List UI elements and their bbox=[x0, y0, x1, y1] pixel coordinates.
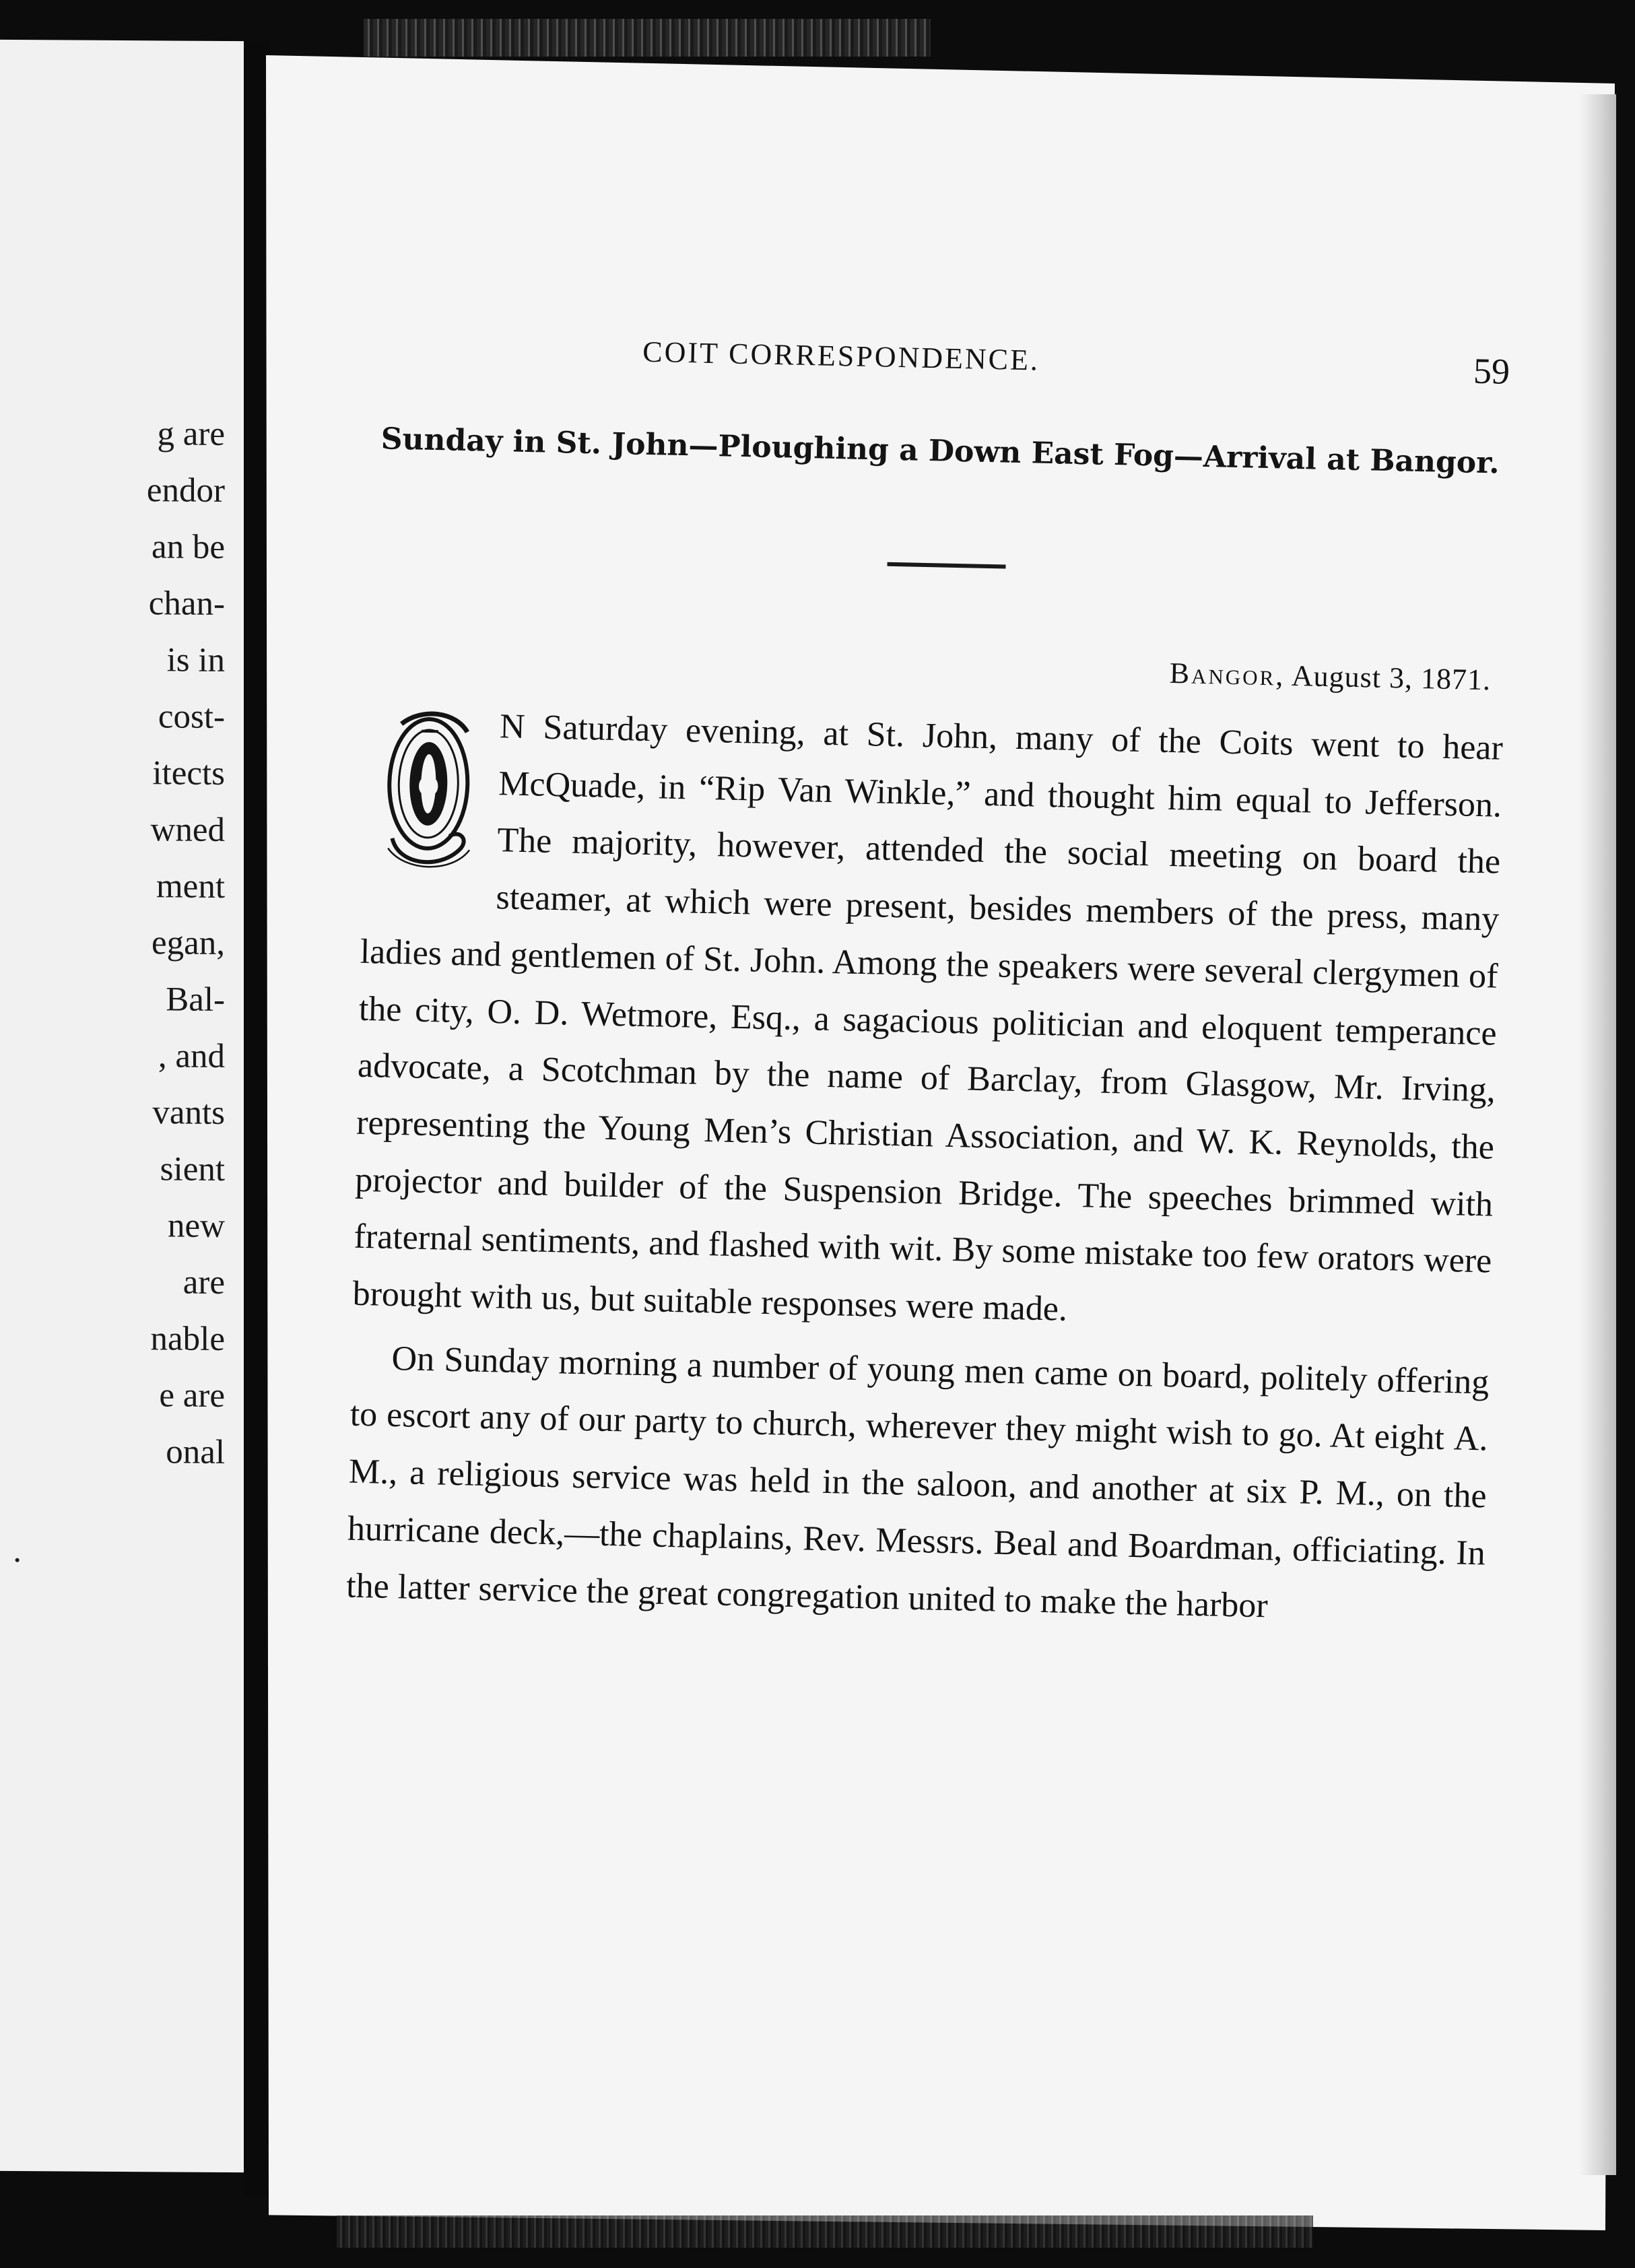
paragraph-2 bbox=[345, 1329, 1490, 1639]
left-page-line: endor bbox=[146, 471, 225, 510]
page-edge-shadow bbox=[1579, 94, 1616, 2175]
paragraph-1-text: Saturday evening, at St. John, many of the Coits went to hear McQuade, in “Rip Van Winkle,” and thought him equal to Jefferson. The majority, however, attended the social meeting on board the steamer, at which were present, besides members of the press, many ladies and gentlemen of St. John. Among the speakers were several clergymen of the city, O. D. Wetmore, Esq., a sagacious politician and eloquent temperance advocate, a Scotchman by the name of Barclay, from Glasgow, Mr. Irving, representing the Young Men’s Christian Association, and W. K. Reynolds, the projector and builder of the Suspension Bridge. The speeches brimmed with fraternal sentiments, and flashed with wit. By some mistake too few orators were brought with us, but suitable responses were made. bbox=[352, 708, 1504, 1329]
dateline-date: August 3, 1871. bbox=[1291, 659, 1492, 697]
left-page-line: g are bbox=[157, 415, 225, 453]
left-page-line: chan- bbox=[148, 585, 225, 623]
left-page-line: Bal- bbox=[166, 980, 225, 1019]
left-page-line: itects bbox=[152, 754, 225, 793]
left-page-line: wned bbox=[150, 811, 225, 849]
left-page-line: nable bbox=[150, 1320, 225, 1358]
left-page-line: are bbox=[182, 1263, 225, 1302]
article-body bbox=[345, 696, 1503, 1640]
left-page-line: ment bbox=[156, 867, 225, 906]
paragraph-1 bbox=[352, 696, 1504, 1347]
first-word-rest: N bbox=[499, 707, 526, 747]
paragraph-2-part-a: On Sunday morning a number of young men came on board, politely offering to escort any of our party to church, wherever they might wish to go. At eight bbox=[349, 1339, 1490, 1458]
paragraph-2-part-b: , a religious service was held in the saloon, and another at six bbox=[388, 1453, 1288, 1512]
page-number: 59 bbox=[1473, 350, 1510, 392]
drop-cap-letter: O bbox=[417, 771, 440, 803]
left-page-line: an be bbox=[151, 528, 225, 566]
left-page-line: vants bbox=[152, 1094, 225, 1132]
dateline bbox=[1169, 656, 1491, 697]
time-am: A. M. bbox=[348, 1419, 1489, 1492]
left-facing-page bbox=[0, 40, 244, 2172]
time-pm: P. M. bbox=[1298, 1473, 1376, 1514]
left-page-line: e are bbox=[159, 1376, 225, 1415]
paragraph-2-part-c: , on the hurricane deck,—the chaplains, Rev. Messrs. Beal and Boardman, officiating. In the latter service the great congregation united to make the harbor bbox=[345, 1475, 1488, 1625]
left-page-line: cost- bbox=[158, 698, 225, 736]
left-page-line: is in bbox=[166, 641, 225, 679]
dateline-place: Bangor, bbox=[1169, 656, 1286, 692]
left-page-line: , and bbox=[158, 1037, 225, 1075]
scan-top-band bbox=[364, 19, 931, 57]
left-page-line: new bbox=[168, 1207, 225, 1245]
running-title: COIT CORRESPONDENCE. bbox=[642, 335, 1040, 377]
left-page-line: sient bbox=[160, 1150, 225, 1189]
left-page-line: onal bbox=[166, 1433, 225, 1471]
left-page-line: egan, bbox=[151, 924, 225, 962]
left-page-line: . bbox=[13, 1532, 22, 1570]
article-headline: Sunday in St. John—Ploughing a Down East Fog—Arrival at Bangor. bbox=[380, 422, 1500, 481]
scan-bottom-band bbox=[337, 2215, 1313, 2248]
